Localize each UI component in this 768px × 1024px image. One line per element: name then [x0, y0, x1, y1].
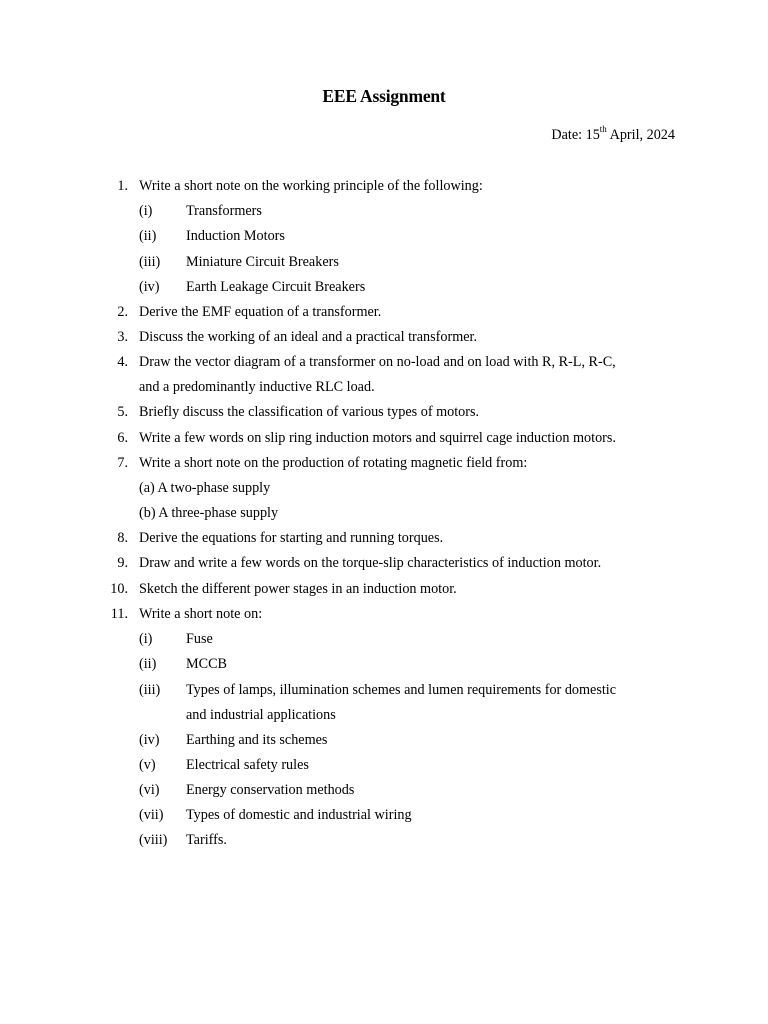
question-number: 5. — [117, 404, 128, 420]
question-text: Write a short note on the working principle of the following: — [139, 178, 483, 194]
question-number: 6. — [117, 430, 128, 446]
sub-item-text: Tariffs. — [186, 832, 227, 848]
date-prefix: Date: 15 — [551, 127, 600, 143]
sub-item-label: (i) — [139, 631, 153, 647]
question-number: 4. — [117, 354, 128, 370]
sub-item-text-continued: and industrial applications — [186, 707, 336, 723]
sub-item-label: (iv) — [139, 279, 160, 295]
sub-item-text: MCCB — [186, 656, 228, 672]
question-number: 11. — [110, 606, 128, 622]
sub-item-text: (a) A two-phase supply — [139, 480, 271, 496]
question-number: 1. — [117, 178, 128, 194]
question-text: Write a short note on: — [139, 606, 263, 622]
question-text: Draw and write a few words on the torque-slip characteristics of induction motor. — [139, 555, 602, 571]
sub-item-text: Energy conservation methods — [186, 782, 355, 798]
sub-item-text: Earth Leakage Circuit Breakers — [186, 279, 366, 295]
sub-item-label: (ii) — [139, 228, 157, 244]
question-text: Derive the EMF equation of a transformer. — [139, 304, 382, 320]
sub-item-text: (b) A three-phase supply — [139, 505, 279, 521]
sub-item-text: Types of domestic and industrial wiring — [186, 807, 412, 823]
document-date — [551, 124, 675, 144]
sub-item-text: Types of lamps, illumination schemes and lumen requirements for domestic — [186, 682, 617, 698]
sub-item-label: (i) — [139, 203, 153, 219]
question-number: 3. — [117, 329, 128, 345]
sub-item-text: Transformers — [186, 203, 262, 219]
sub-item-label: (iii) — [139, 254, 161, 270]
sub-item-text: Induction Motors — [186, 228, 285, 244]
sub-item-label: (ii) — [139, 656, 157, 672]
question-text: Write a short note on the production of rotating magnetic field from: — [139, 455, 528, 471]
question-text: Write a few words on slip ring induction motors and squirrel cage induction motors. — [139, 430, 616, 446]
sub-item-text: Miniature Circuit Breakers — [186, 254, 339, 270]
question-text-continued: and a predominantly inductive RLC load. — [139, 379, 375, 395]
date-suffix: April, 2024 — [606, 127, 675, 143]
sub-item-label: (vi) — [139, 782, 160, 798]
question-number: 2. — [117, 304, 128, 320]
document-title: EEE Assignment — [322, 86, 446, 106]
sub-item-label: (iii) — [139, 682, 161, 698]
question-text: Draw the vector diagram of a transformer on no-load and on load with R, R-L, R-C, — [139, 354, 616, 370]
sub-item-text: Fuse — [186, 631, 213, 647]
question-text: Discuss the working of an ideal and a practical transformer. — [139, 329, 478, 345]
sub-item-label: (iv) — [139, 732, 160, 748]
question-number: 7. — [117, 455, 128, 471]
question-number: 8. — [117, 530, 128, 546]
question-text: Briefly discuss the classification of various types of motors. — [139, 404, 480, 420]
question-text: Sketch the different power stages in an induction motor. — [139, 581, 457, 597]
sub-item-text: Earthing and its schemes — [186, 732, 328, 748]
question-number: 9. — [117, 555, 128, 571]
sub-item-label: (viii) — [139, 832, 168, 848]
sub-item-text: Electrical safety rules — [186, 757, 309, 773]
sub-item-label: (v) — [139, 757, 156, 773]
question-text: Derive the equations for starting and running torques. — [139, 530, 444, 546]
date-superscript: th — [599, 124, 607, 134]
sub-item-label: (vii) — [139, 807, 164, 823]
question-number: 10. — [110, 581, 128, 597]
